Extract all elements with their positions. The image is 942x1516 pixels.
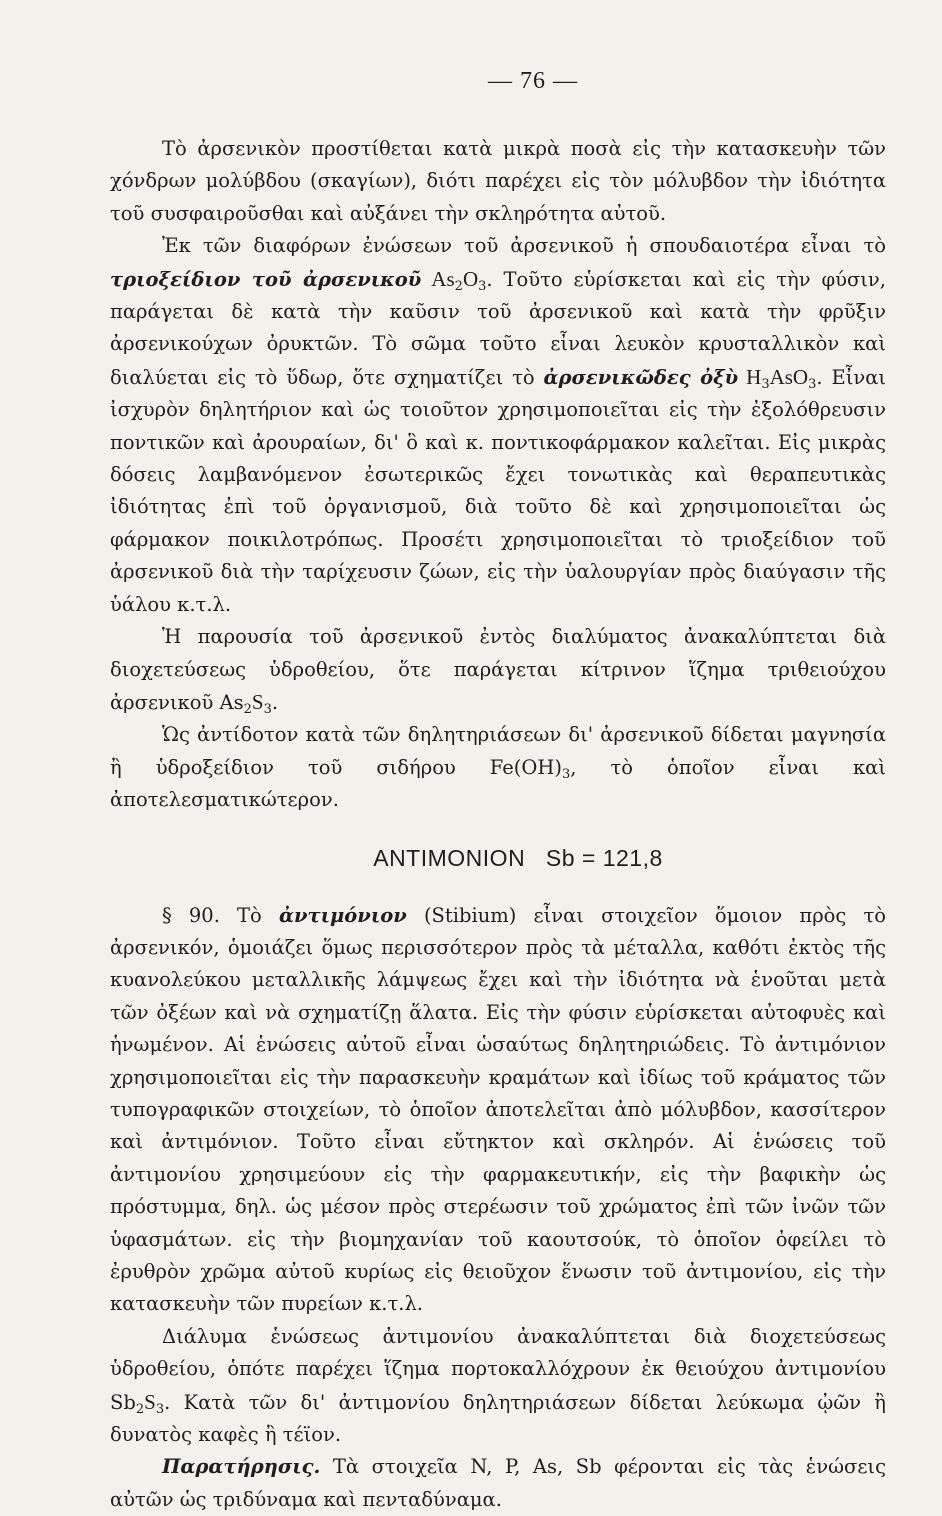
heading-formula: Sb = 121,8 (545, 844, 663, 871)
paragraph-arsenic-trioxide: Ἐκ τῶν διαφόρων ἐνώσεων τοῦ ἀρσενικοῦ ἡ σπουδαιοτέρα εἶναι τὸ τριοξείδιον τοῦ ἀρσενικοῦ $As_2O_3$. Τοῦτο εὑρίσκεται καὶ εἰς τὴν φύσιν, παράγεται δὲ κατὰ τὴν καῦσιν τοῦ ἀρσενικοῦ καὶ κατὰ τὴν φρῦξιν ἀρσενικούχων ὀρυκτῶν. Τὸ σῶμα τοῦτο εἶναι λευκὸν κρυσταλλικὸν καὶ διαλύεται εἰς τὸ ὕδωρ, ὅτε σχηματίζει τὸ ἀρσενικῶδες ὀξὺ $H_3AsO_3$. Εἶναι ἰσχυρὸν δηλητήριον καὶ ὡς τοιοῦτον χρησιμοποιεῖται εἰς τὴν ἐξολόθρευσιν ποντικῶν καὶ ἀρουραίων, δι' ὃ καὶ κ. ποντικοφάρμακον καλεῖται. Εἰς μικρὰς δόσεις λαμβανόμενον ἐσωτερικῶς ἔχει τονωτικὰς καὶ θεραπευτικὰς ἰδιότητας ἐπὶ τοῦ ὀργανισμοῦ, διὰ τοῦτο δὲ καὶ χρησιμοποιεῖται ὡς φάρμακον ποικιλοτρόπως. Προσέτι χρησιμοποιεῖται τὸ τριοξείδιον τοῦ ἀρσενικοῦ διὰ τὴν ταρίχευσιν ζώων, εἰς τὴν ὑαλουργίαν πρὸς διαύγασιν τῆς ὑάλου κ.τ.λ. (110, 234, 887, 616)
paragraph-arsenic-lead: Τὸ ἀρσενικὸν προστίθεται κατὰ μικρὰ ποσὰ εἰς τὴν κατασκευὴν τῶν χόνδρων μολύβδου (σκαγίων), διότι παρέχει εἰς τὸν μόλυβδον τὴν ἰδιότητα τοῦ συσφαιροῦσθαι καὶ αὐξάνει τὴν σκληρότητα αὐτοῦ. (110, 137, 886, 225)
heading-title: ANTIMONION (373, 844, 526, 871)
term-arsenic-trioxide: τριοξείδιον τοῦ ἀρσενικοῦ (110, 267, 422, 291)
paragraph-antimony-description: § 90. Τὸ ἀντιμόνιον (Stibium) εἶναι στοιχεῖον ὅμοιον πρὸς τὸ ἀρσενικόν, ὁμοιάζει ὅμως περισσότερον πρὸς τὰ μέταλλα, καθότι ἐκτὸς τῆς κυανολεύκου μεταλλικῆς λάμψεως ἔχει καὶ τὴν ἰδιότητα νὰ ἑνοῦται μετὰ τῶν ὀξέων καὶ νὰ σχηματίζῃ ἅλατα. Εἰς τὴν φύσιν εὑρίσκεται αὐτοφυὲς καὶ ἡνωμένον. Αἱ ἑνώσεις αὐτοῦ εἶναι ὡσαύτως δηλητηριώδεις. Τὸ ἀντιμόνιον χρησιμοποιεῖται εἰς τὴν παρασκευὴν κραμάτων καὶ ἰδίως τοῦ κράματος τῶν τυπογραφικῶν στοιχείων, τὸ ὁποῖον ἀποτελεῖται ἀπὸ μόλυβδον, κασσίτερον καὶ ἀντιμόνιον. Τοῦτο εἶναι εὔτηκτον καὶ σκληρόν. Αἱ ἑνώσεις τοῦ ἀντιμονίου χρησιμεύουν εἰς τὴν φαρμακευτικήν, εἰς τὴν βαφικὴν ὡς πρόστυμμα, δηλ. ὡς μέσον πρὸς στερέωσιν τοῦ χρώματος ἐπὶ τῶν ἰνῶν τῶν ὑφασμάτων. εἰς τὴν βιομηχανίαν τοῦ καουτσούκ, τὸ ὁποῖον ὀφείλει τὸ ἐρυθρὸν χρῶμα αὐτοῦ κυρίως εἰς θειοῦχον ἕνωσιν τοῦ ἀντιμονίου, εἰς τὴν κατασκευὴν τῶν πυρείων κ.τ.λ. (110, 903, 886, 1316)
section-heading-antimony (150, 845, 886, 872)
term-arsenious-acid: ἀρσενικῶδες ὀξὺ (543, 365, 739, 389)
paragraph-arsenic-detection: Ἡ παρουσία τοῦ ἀρσενικοῦ ἐντὸς διαλύματος ἀνακαλύπτεται διὰ διοχετεύσεως ὑδροθείου, ὅτε παράγεται κίτρινον ἵζημα τριθειούχου ἀρσενικοῦ $As_2S_3$. (110, 625, 886, 717)
term-remark: Παρατήρησις. (162, 1455, 321, 1479)
term-antimony: ἀντιμόνιον (278, 903, 407, 927)
paragraph-arsenic-antidote: Ὡς ἀντίδοτον κατὰ τῶν δηλητηριάσεων δι' ἀρσενικοῦ δίδεται μαγνησία ἢ ὑδροξείδιον τοῦ σιδήρου $Fe(OH)_3$, τὸ ὁποῖον εἶναι καὶ ἀποτελεσματικώτερον. (110, 723, 886, 812)
page-number: — 76 — (488, 68, 578, 94)
paragraph-remark: Παρατήρησις. Τὰ στοιχεῖα N, P, As, Sb φέρονται εἰς τὰς ἑνώσεις αὐτῶν ὡς τριδύναμα καὶ πενταδύναμα. (110, 1455, 886, 1511)
paragraph-antimony-detection: Διάλυμα ἑνώσεως ἀντιμονίου ἀνακαλύπτεται διὰ διοχετεύσεως ὑδροθείου, ὁπότε παρέχει ἵζημα πορτοκαλλόχρουν ἐκ θειούχου ἀντιμονίου $Sb_2S_3$. Κατὰ τῶν δι' ἀντιμονίου δηλητηριάσεων δίδεται λεύκωμα ᾠῶν ἢ δυνατὸς καφὲς ἢ τέϊον. (110, 1324, 886, 1447)
